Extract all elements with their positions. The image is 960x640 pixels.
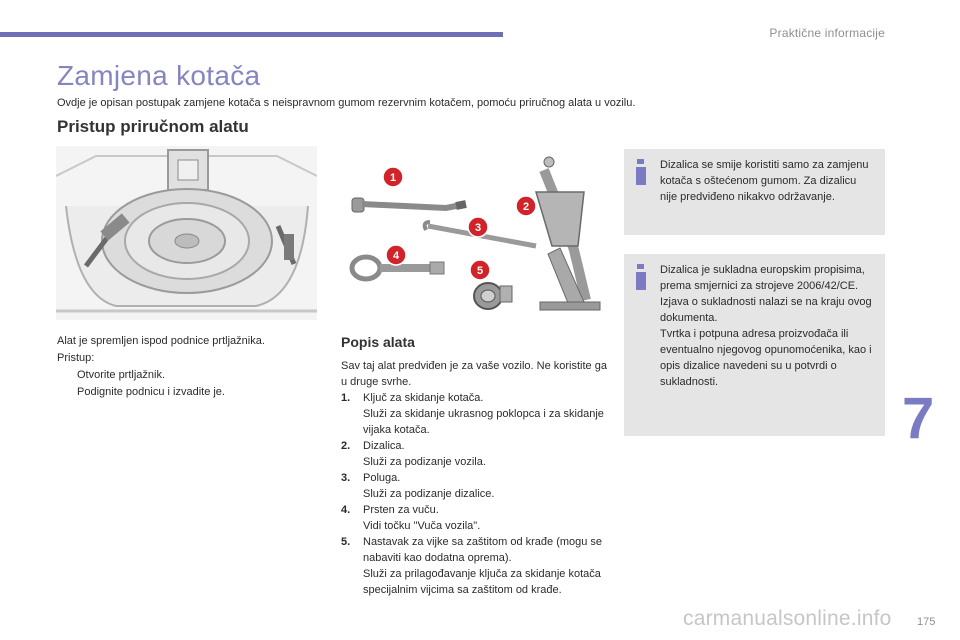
tool-list [341, 358, 609, 598]
item-number: 4. [341, 504, 351, 516]
callout-2-label: 2 [522, 201, 530, 213]
page-number: 175 [917, 616, 936, 628]
callout-1 [383, 167, 403, 187]
access-instructions [57, 333, 319, 401]
info-icon [636, 159, 646, 185]
info-text [660, 262, 874, 390]
bullet-icon [57, 367, 77, 384]
item-name: Dizalica. [363, 440, 405, 452]
chapter-number: 7 [902, 386, 935, 451]
callout-2 [516, 196, 536, 216]
callout-5 [470, 260, 490, 280]
trunk-photo [56, 146, 317, 320]
info-box-conformity [624, 254, 885, 436]
item-name: Nastavak za vijke sa zaštitom od krađe (mogu se nabaviti kao dodatna oprema). [363, 536, 603, 564]
tool-list-intro: Sav taj alat predviđen je za vaše vozilo. Ne koristite ga u druge svrhe. [341, 360, 607, 388]
list-item [57, 367, 319, 384]
list-item [57, 384, 319, 401]
item-number: 5. [341, 536, 351, 548]
item-number: 2. [341, 440, 351, 452]
item-desc: Vidi točku "Vuča vozila". [363, 520, 481, 532]
item-desc: Služi za podizanje vozila. [363, 456, 486, 468]
item-desc: Služi za podizanje dizalice. [363, 488, 495, 500]
page-title: Zamjena kotača [57, 60, 261, 91]
callout-1-label: 1 [389, 172, 397, 184]
info-paragraph: Dizalica je sukladna europskim propisima, prema smjernici za strojeve 2006/42/CE. [660, 264, 865, 292]
callout-5-label: 5 [476, 265, 484, 277]
list-item [341, 438, 609, 470]
section-subtitle: Pristup priručnom alatu [57, 117, 249, 136]
item-desc: Služi za skidanje ukrasnog poklopca i za skidanje vijaka kotača. [363, 408, 604, 436]
wheel-wrench-tool [352, 198, 466, 212]
tool-list-title: Popis alata [341, 334, 415, 350]
watermark: carmanualsonline.info [683, 607, 892, 630]
bullet-text: Otvorite prtljažnik. [77, 369, 166, 381]
bullet-text: Podignite podnicu i izvadite je. [77, 386, 225, 398]
callout-3-label: 3 [474, 222, 482, 234]
callout-4 [386, 245, 406, 265]
item-name: Ključ za skidanje kotača. [363, 392, 484, 404]
info-paragraph: Izjava o sukladnosti nalazi se na kraju ovog dokumenta. [660, 296, 872, 324]
item-desc: Služi za prilagođavanje ključa za skidanje kotača specijalnim vijcima sa zaštitom od krađe. [363, 568, 601, 596]
info-icon [636, 264, 646, 290]
info-text: Dizalica se smije koristiti samo za zamjenu kotača s oštećenom gumom. Za dizalicu nije predviđeno nikakvo održavanje. [660, 159, 869, 203]
tools-illustration [338, 150, 610, 320]
item-name: Prsten za vuču. [363, 504, 439, 516]
header-accent-bar [0, 32, 503, 37]
access-label: Pristup: [57, 352, 95, 364]
access-text: Alat je spremljen ispod podnice prtljažnika. [57, 335, 265, 347]
item-number: 3. [341, 472, 351, 484]
section-label: Praktične informacije [769, 26, 885, 40]
list-item [341, 470, 609, 502]
item-name: Poluga. [363, 472, 401, 484]
jack-tool [536, 157, 600, 310]
list-item [341, 534, 609, 598]
list-item [341, 390, 609, 438]
info-box-jack-usage [624, 149, 885, 235]
callout-3 [468, 217, 488, 237]
item-number: 1. [341, 392, 351, 404]
callout-4-label: 4 [392, 250, 400, 262]
bullet-icon [57, 384, 77, 401]
anti-theft-adapter-tool [474, 283, 512, 309]
info-paragraph: Tvrtka i potpuna adresa proizvođača ili eventualno njegovog opunomoćenika, kao i opis dizalice navedeni su u potvrdi o sukladnosti. [660, 328, 872, 388]
intro-text: Ovdje je opisan postupak zamjene kotača s neispravnom gumom rezervnim kotačem, pomoću priručnog alata u vozilu. [57, 97, 636, 109]
list-item [341, 502, 609, 534]
